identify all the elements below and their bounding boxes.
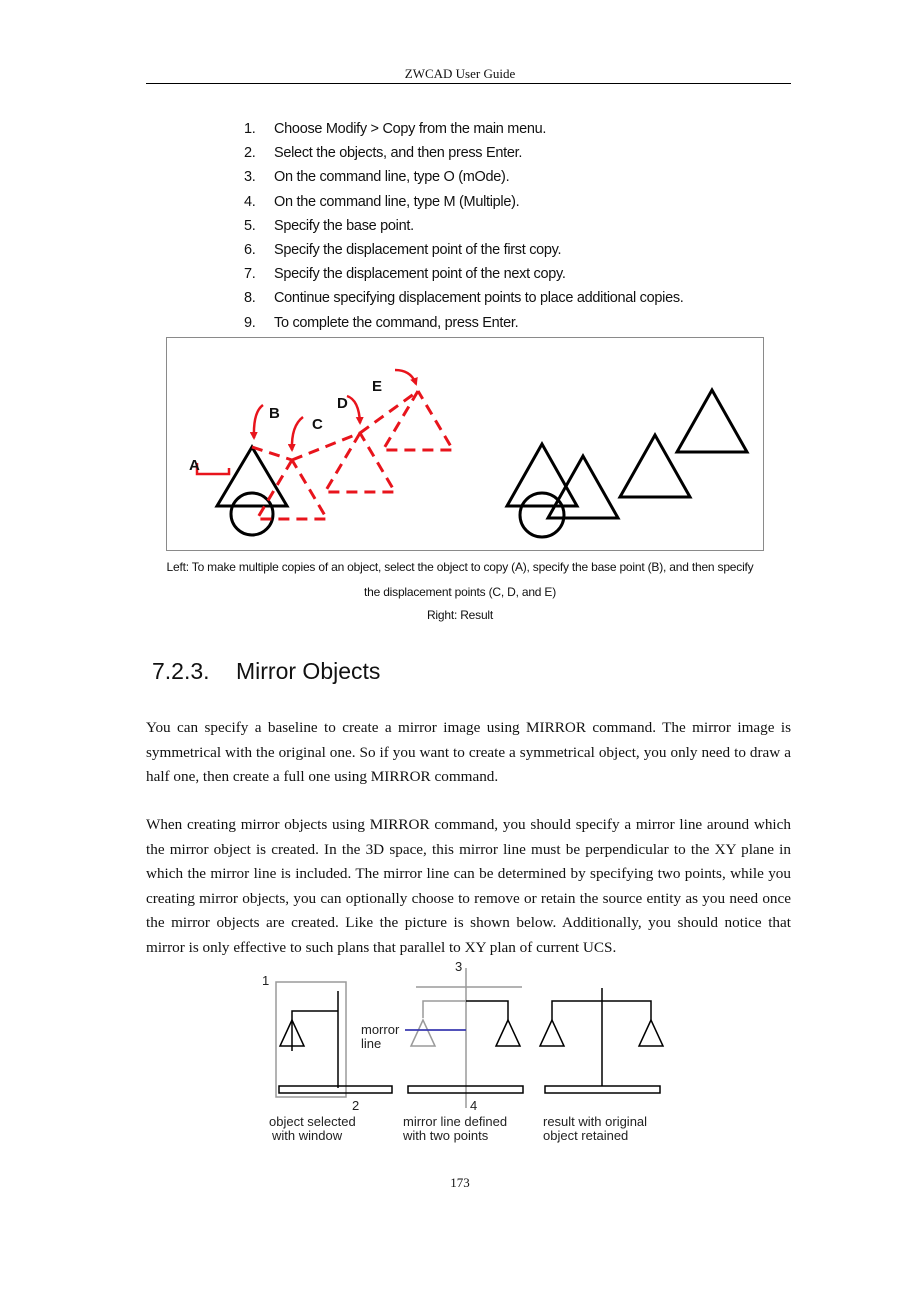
panel1-caption-line2: with window bbox=[272, 1128, 343, 1143]
step-number: 2. bbox=[244, 145, 256, 162]
step-number: 8. bbox=[244, 290, 256, 307]
step-number: 5. bbox=[244, 217, 256, 234]
point-3-label: 3 bbox=[455, 959, 463, 974]
list-item bbox=[244, 266, 684, 290]
step-number: 7. bbox=[244, 266, 256, 283]
list-item bbox=[244, 242, 684, 266]
section-title: Mirror Objects bbox=[236, 658, 381, 684]
result-objects bbox=[507, 390, 747, 537]
step-text: Choose Modify > Copy from the main menu. bbox=[274, 121, 547, 137]
mirror-line-label-1: morror bbox=[361, 1022, 400, 1037]
arrow-a-icon bbox=[197, 463, 229, 474]
list-item bbox=[244, 169, 684, 193]
panel3-caption-line2: object retained bbox=[543, 1128, 629, 1143]
step-text: Specify the displacement point of the first copy. bbox=[274, 241, 562, 258]
figure-caption-line-1: Left: To make multiple copies of an object, select the object to copy (A), specify the base point (B), and then specify bbox=[166, 560, 754, 574]
step-number: 9. bbox=[244, 314, 256, 331]
panel1-caption-line1: object selected bbox=[269, 1114, 356, 1129]
step-text: Continue specifying displacement points to place additional copies. bbox=[274, 290, 684, 307]
figure-caption-line-2: the displacement points (C, D, and E) bbox=[363, 585, 557, 599]
figure-caption-line-3: Right: Result bbox=[426, 608, 494, 622]
section-heading bbox=[152, 658, 380, 685]
header-rule bbox=[146, 83, 791, 84]
panel3-caption-line1: result with original bbox=[543, 1114, 648, 1129]
list-item bbox=[244, 194, 684, 218]
section-number: 7.2.3. bbox=[152, 658, 210, 684]
point-4-label: 4 bbox=[470, 1098, 478, 1113]
copy-multiple-figure bbox=[166, 337, 764, 551]
copy-steps-list bbox=[244, 121, 684, 339]
step-number: 1. bbox=[244, 121, 256, 137]
step-text: Select the objects, and then press Enter. bbox=[274, 145, 523, 162]
step-number: 4. bbox=[244, 193, 256, 210]
label-c: C bbox=[312, 416, 323, 433]
panel2-caption-line1: mirror line defined bbox=[403, 1114, 508, 1129]
list-item bbox=[244, 145, 684, 169]
list-item bbox=[244, 121, 684, 145]
step-text: To complete the command, press Enter. bbox=[274, 314, 519, 331]
arrow-d-icon bbox=[347, 396, 360, 423]
original-object bbox=[217, 447, 287, 535]
label-d: D bbox=[337, 395, 348, 412]
panel-object-selected bbox=[262, 973, 392, 1143]
list-item bbox=[244, 290, 684, 314]
running-header: ZWCAD User Guide bbox=[404, 66, 516, 81]
label-b: B bbox=[269, 405, 280, 422]
mirror-figure bbox=[258, 958, 678, 1148]
step-text: Specify the displacement point of the next copy. bbox=[274, 266, 566, 283]
step-text: Specify the base point. bbox=[274, 217, 414, 234]
panel2-caption-line2: with two points bbox=[403, 1128, 489, 1143]
copy-multiple-diagram bbox=[167, 338, 765, 552]
step-number: 3. bbox=[244, 169, 256, 186]
step-text: On the command line, type M (Multiple). bbox=[274, 193, 520, 210]
list-item bbox=[244, 315, 684, 339]
mirror-diagram bbox=[258, 958, 678, 1148]
list-item bbox=[244, 218, 684, 242]
page-number: 173 bbox=[450, 1175, 470, 1190]
pointer-arrows bbox=[197, 370, 416, 474]
panel-mirror-line bbox=[402, 959, 523, 1143]
label-e: E bbox=[372, 378, 383, 395]
label-a: A bbox=[189, 457, 200, 474]
paragraph-intro: You can specify a baseline to create a mirror image using MIRROR command. The mirror image is symmetrical with the original one. So if you want to create a symmetrical object, you only need to draw a half one, then create a full one using MIRROR command. bbox=[146, 719, 791, 786]
arrow-e-icon bbox=[395, 370, 416, 384]
point-2-label: 2 bbox=[352, 1098, 360, 1113]
step-text: On the command line, type O (mOde). bbox=[274, 169, 510, 186]
step-number: 6. bbox=[244, 241, 256, 258]
panel-result bbox=[540, 988, 663, 1143]
arrow-b-icon bbox=[254, 405, 263, 438]
arrow-c-icon bbox=[292, 417, 303, 450]
mirror-line-label-2: line bbox=[361, 1036, 382, 1051]
point-1-label: 1 bbox=[262, 973, 270, 988]
paragraph-details: When creating mirror objects using MIRROR command, you should specify a mirror line around which the mirror object is created. In the 3D space, this mirror line must be perpendicular to the XY plane in which the mirror line is included. The mirror line can be determined by specifying two points, while you creating mirror objects, you can optionally choose to remove or retain the source entity as you need once the mirror objects are created. Like the picture is shown below. Additionally, you should notice that mirror is only effective to such plans that parallel to XY plan of current UCS. bbox=[146, 816, 791, 956]
